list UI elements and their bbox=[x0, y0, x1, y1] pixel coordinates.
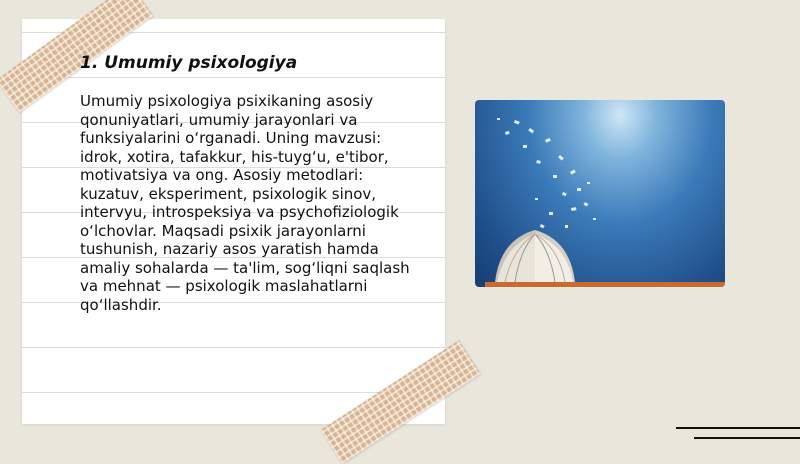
slide-body-text: Umumiy psixologiya psixikaning asosiy qonuniyatlari, umumiy jarayonlari va funksiyalarini o‘rganadi. Uning mavzusi: idrok, xotira, tafakkur, his-tuyg‘u, e'tibor, motivatsiya va ong. Asosiy metodlari: kuzatuv, eksperiment, psixologik sinov, intervyu, introspeksiya va psychofiziologik o‘lchovlar. Maqsadi psixik jarayonlarni tushunish, nazariy asos yaratish hamda amaliy sohalarda — ta'lim, sog‘liqni saqlash va mehnat — psixologik maslahatlarni qo‘llashdir. bbox=[80, 92, 410, 314]
decorative-line bbox=[676, 427, 800, 429]
open-book-image bbox=[475, 100, 725, 287]
decorative-line bbox=[694, 437, 800, 439]
slide-title: 1. Umumiy psixologiya bbox=[80, 53, 298, 73]
book-illustration bbox=[475, 100, 725, 287]
open-book bbox=[495, 230, 575, 282]
